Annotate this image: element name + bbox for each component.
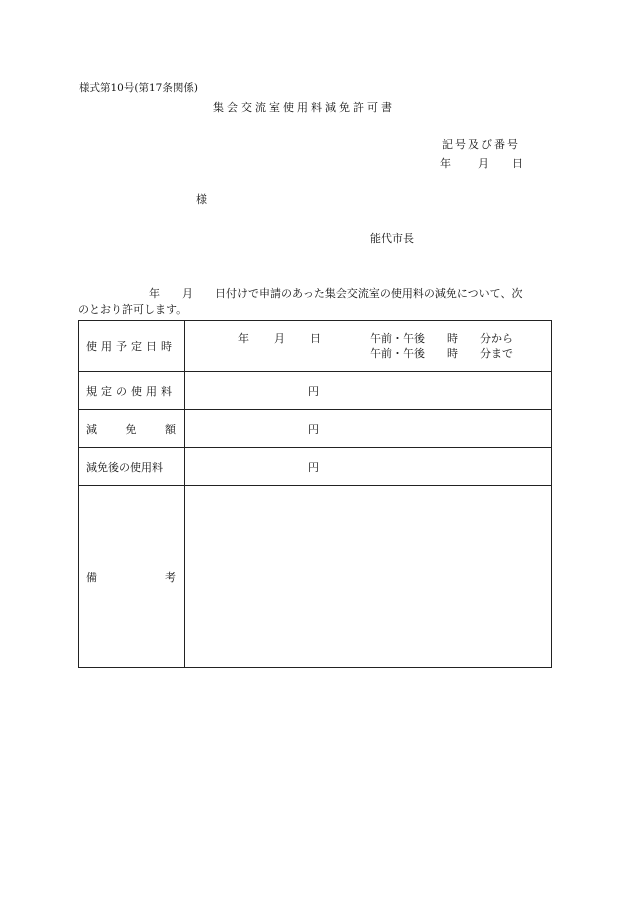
reduction-form-table <box>78 320 552 668</box>
schedule-to: 午前・午後 時 分まで <box>370 347 513 360</box>
issue-date-year: 年 <box>440 157 451 170</box>
schedule-day: 日 <box>310 332 321 345</box>
reduction-label-char-2: 免 <box>125 422 137 436</box>
remarks-label <box>79 486 185 668</box>
remarks-row <box>79 486 552 668</box>
form-number: 様式第10号(第17条関係) <box>79 82 198 94</box>
after-fee-label: 減免後の使用料 <box>79 448 185 486</box>
remarks-value <box>185 486 552 668</box>
after-fee-row <box>79 448 552 486</box>
reduction-label-char-3: 額 <box>165 422 176 436</box>
document-title: 集会交流室使用料減免許可書 <box>213 101 395 114</box>
regular-fee-unit: 円 <box>308 384 319 398</box>
after-fee-value <box>185 448 552 486</box>
reduction-label-char-1: 減 <box>86 422 97 436</box>
remarks-label-char-2: 考 <box>165 570 176 584</box>
issue-date-day: 日 <box>512 157 523 170</box>
reduction-value <box>185 410 552 448</box>
after-fee-unit: 円 <box>308 460 319 474</box>
recipient-honorific: 様 <box>196 193 207 206</box>
issue-date <box>440 157 523 171</box>
schedule-month: 月 <box>274 332 285 345</box>
regular-fee-row <box>79 372 552 410</box>
schedule-to-row <box>238 346 551 361</box>
schedule-row <box>79 321 552 372</box>
remarks-label-char-1: 備 <box>86 570 97 584</box>
schedule-from-row <box>238 331 551 346</box>
regular-fee-value <box>185 372 552 410</box>
body-text-line-1: 年 月 日付けで申請のあった集会交流室の使用料の減免について、次 <box>149 287 523 300</box>
schedule-value <box>185 321 552 372</box>
issue-date-month: 月 <box>478 157 489 170</box>
issuer-name: 能代市長 <box>370 232 414 245</box>
body-text-line-2: のとおり許可します。 <box>78 303 188 316</box>
schedule-year: 年 <box>238 332 249 345</box>
reference-number-label: 記号及び番号 <box>442 138 520 151</box>
body-text <box>78 286 558 318</box>
schedule-label: 使用予定日時 <box>79 321 185 372</box>
schedule-from: 午前・午後 時 分から <box>370 332 513 345</box>
reduction-label <box>79 410 185 448</box>
reduction-row <box>79 410 552 448</box>
reduction-unit: 円 <box>308 422 319 436</box>
regular-fee-label: 規定の使用料 <box>79 372 185 410</box>
